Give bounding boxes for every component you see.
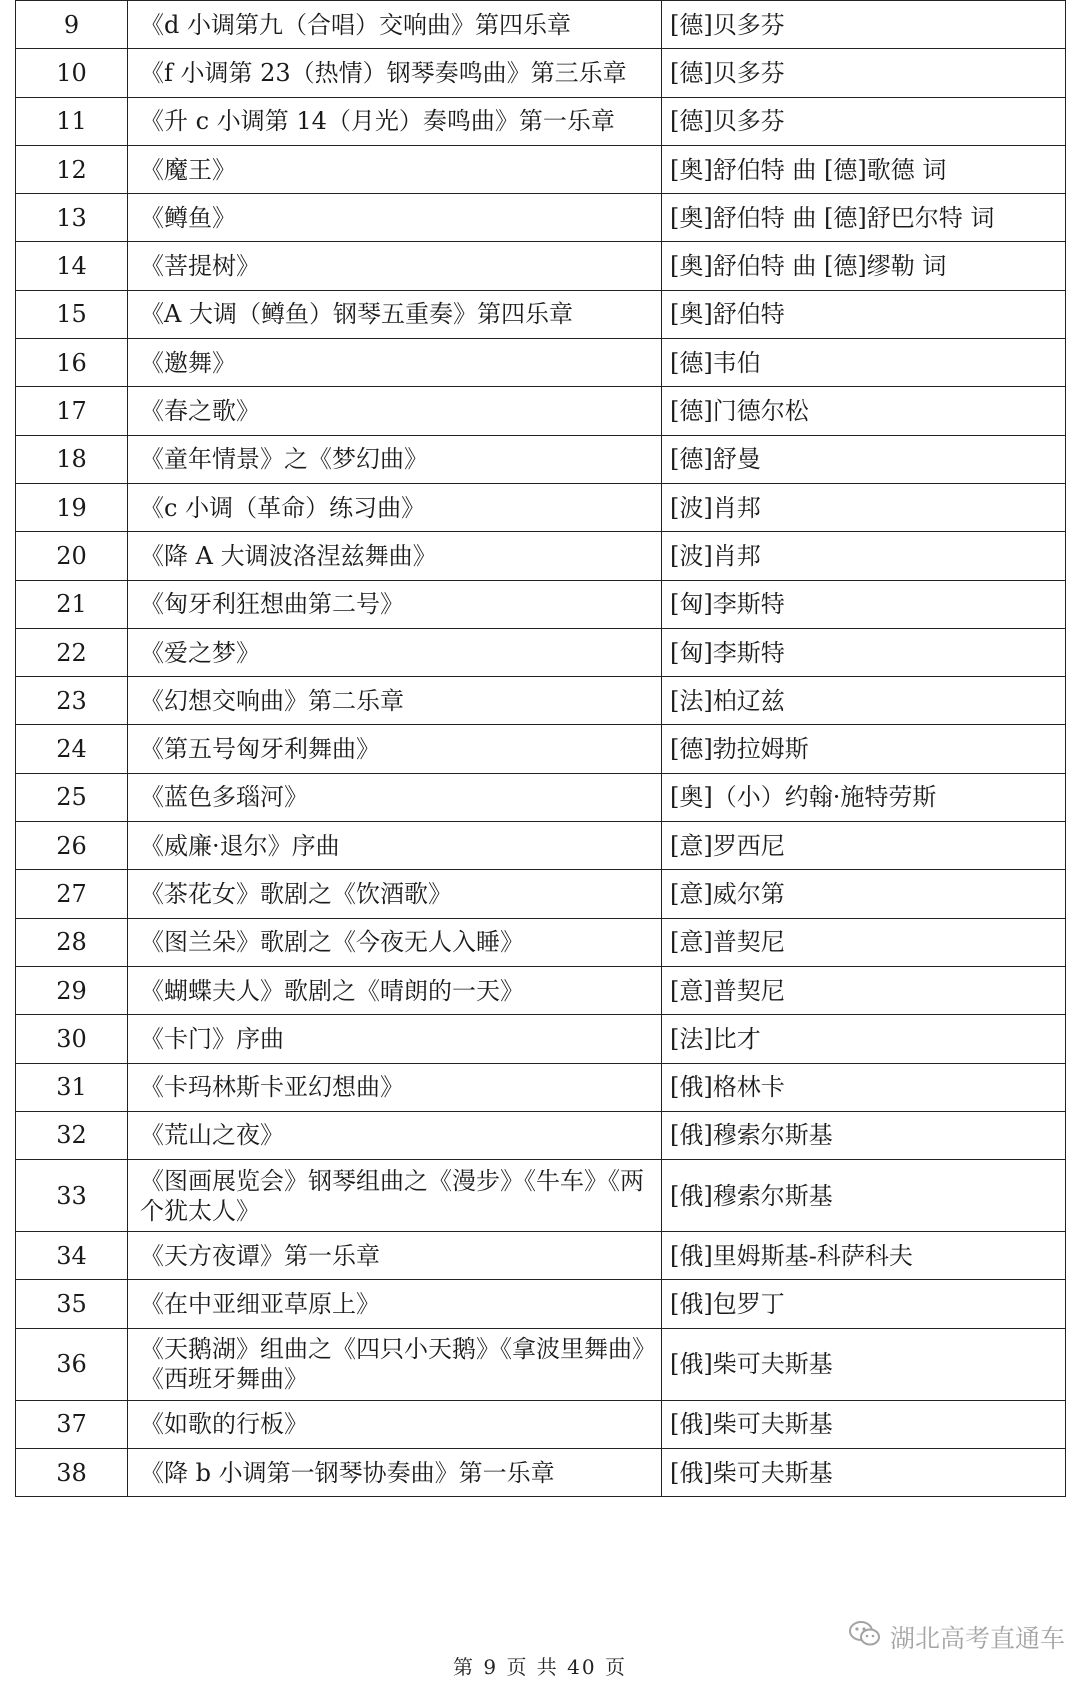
row-number: 36	[16, 1328, 128, 1400]
table-row	[16, 822, 1066, 870]
row-number: 31	[16, 1063, 128, 1111]
work-title: 《降 A 大调波洛涅兹舞曲》	[128, 532, 662, 580]
watermark-text: 湖北高考直通车	[890, 1624, 1066, 1653]
composer-name: [俄]里姆斯基-科萨科夫	[662, 1232, 1066, 1280]
row-number: 26	[16, 822, 128, 870]
composer-name: [意]罗西尼	[662, 822, 1066, 870]
table-row	[16, 1063, 1066, 1111]
row-number: 34	[16, 1232, 128, 1280]
work-title: 《卡玛林斯卡亚幻想曲》	[128, 1063, 662, 1111]
composer-name: [德]贝多芬	[662, 97, 1066, 145]
table-row	[16, 145, 1066, 193]
work-title: 《天方夜谭》第一乐章	[128, 1232, 662, 1280]
work-title: 《d 小调第九（合唱）交响曲》第四乐章	[128, 1, 662, 49]
row-number: 18	[16, 435, 128, 483]
composer-name: [波]肖邦	[662, 532, 1066, 580]
row-number: 27	[16, 870, 128, 918]
work-title: 《魔王》	[128, 145, 662, 193]
row-number: 19	[16, 483, 128, 531]
table-row	[16, 483, 1066, 531]
table-row	[16, 1111, 1066, 1159]
composer-name: [法]柏辽兹	[662, 677, 1066, 725]
table-row	[16, 1449, 1066, 1497]
table-row	[16, 435, 1066, 483]
table-row	[16, 677, 1066, 725]
work-title: 《如歌的行板》	[128, 1400, 662, 1448]
table-row	[16, 49, 1066, 97]
watermark	[848, 1619, 1065, 1655]
work-title: 《图兰朵》歌剧之《今夜无人入睡》	[128, 918, 662, 966]
composer-name: [德]韦伯	[662, 339, 1066, 387]
work-title: 《邀舞》	[128, 339, 662, 387]
composer-name: [奥]舒伯特	[662, 290, 1066, 338]
composer-name: [德]勃拉姆斯	[662, 725, 1066, 773]
work-title: 《c 小调（革命）练习曲》	[128, 483, 662, 531]
composer-name: [匈]李斯特	[662, 628, 1066, 676]
row-number: 17	[16, 387, 128, 435]
composer-name: [德]贝多芬	[662, 1, 1066, 49]
row-number: 14	[16, 242, 128, 290]
row-number: 10	[16, 49, 128, 97]
row-number: 25	[16, 773, 128, 821]
row-number: 30	[16, 1015, 128, 1063]
row-number: 16	[16, 339, 128, 387]
row-number: 22	[16, 628, 128, 676]
work-title: 《茶花女》歌剧之《饮酒歌》	[128, 870, 662, 918]
row-number: 15	[16, 290, 128, 338]
row-number: 38	[16, 1449, 128, 1497]
table-row	[16, 918, 1066, 966]
work-title: 《蓝色多瑙河》	[128, 773, 662, 821]
composer-name: [波]肖邦	[662, 483, 1066, 531]
wechat-icon	[848, 1619, 882, 1655]
table-row	[16, 1160, 1066, 1232]
table-row	[16, 97, 1066, 145]
composer-name: [匈]李斯特	[662, 580, 1066, 628]
table-row	[16, 1400, 1066, 1448]
row-number: 11	[16, 97, 128, 145]
composer-name: [俄]柴可夫斯基	[662, 1400, 1066, 1448]
table-row	[16, 387, 1066, 435]
composer-name: [俄]穆索尔斯基	[662, 1111, 1066, 1159]
work-title: 《春之歌》	[128, 387, 662, 435]
composer-name: [俄]穆索尔斯基	[662, 1160, 1066, 1232]
table-row	[16, 242, 1066, 290]
repertoire-table	[15, 0, 1066, 1497]
page-footer: 第 9 页 共 40 页	[453, 1655, 627, 1679]
table-row	[16, 628, 1066, 676]
composer-name: [意]普契尼	[662, 918, 1066, 966]
row-number: 12	[16, 145, 128, 193]
work-title: 《f 小调第 23（热情）钢琴奏鸣曲》第三乐章	[128, 49, 662, 97]
composer-name: [俄]柴可夫斯基	[662, 1449, 1066, 1497]
table-row	[16, 966, 1066, 1014]
work-title: 《童年情景》之《梦幻曲》	[128, 435, 662, 483]
row-number: 29	[16, 966, 128, 1014]
table-row	[16, 870, 1066, 918]
composer-name: [奥]（小）约翰·施特劳斯	[662, 773, 1066, 821]
table-row	[16, 580, 1066, 628]
composer-name: [德]门德尔松	[662, 387, 1066, 435]
row-number: 9	[16, 1, 128, 49]
row-number: 13	[16, 194, 128, 242]
table-row	[16, 1328, 1066, 1400]
composer-name: [意]普契尼	[662, 966, 1066, 1014]
work-title: 《幻想交响曲》第二乐章	[128, 677, 662, 725]
table-row	[16, 532, 1066, 580]
row-number: 32	[16, 1111, 128, 1159]
composer-name: [法]比才	[662, 1015, 1066, 1063]
work-title: 《鳟鱼》	[128, 194, 662, 242]
work-title: 《天鹅湖》组曲之《四只小天鹅》《拿波里舞曲》《西班牙舞曲》	[128, 1328, 662, 1400]
work-title: 《降 b 小调第一钢琴协奏曲》第一乐章	[128, 1449, 662, 1497]
work-title: 《卡门》序曲	[128, 1015, 662, 1063]
work-title: 《荒山之夜》	[128, 1111, 662, 1159]
table-row	[16, 1015, 1066, 1063]
table-body	[16, 1, 1066, 1497]
row-number: 35	[16, 1280, 128, 1328]
work-title: 《图画展览会》钢琴组曲之《漫步》《牛车》《两个犹太人》	[128, 1160, 662, 1232]
row-number: 37	[16, 1400, 128, 1448]
row-number: 23	[16, 677, 128, 725]
work-title: 《威廉·退尔》序曲	[128, 822, 662, 870]
composer-name: [奥]舒伯特 曲 [德]舒巴尔特 词	[662, 194, 1066, 242]
composer-name: [意]威尔第	[662, 870, 1066, 918]
row-number: 24	[16, 725, 128, 773]
table-row	[16, 194, 1066, 242]
composer-name: [奥]舒伯特 曲 [德]歌德 词	[662, 145, 1066, 193]
work-title: 《菩提树》	[128, 242, 662, 290]
table-row	[16, 1280, 1066, 1328]
work-title: 《匈牙利狂想曲第二号》	[128, 580, 662, 628]
work-title: 《蝴蝶夫人》歌剧之《晴朗的一天》	[128, 966, 662, 1014]
row-number: 20	[16, 532, 128, 580]
composer-name: [奥]舒伯特 曲 [德]缪勒 词	[662, 242, 1066, 290]
work-title: 《升 c 小调第 14（月光）奏鸣曲》第一乐章	[128, 97, 662, 145]
table-row	[16, 339, 1066, 387]
work-title: 《在中亚细亚草原上》	[128, 1280, 662, 1328]
row-number: 21	[16, 580, 128, 628]
composer-name: [俄]柴可夫斯基	[662, 1328, 1066, 1400]
table-row	[16, 1232, 1066, 1280]
composer-name: [德]舒曼	[662, 435, 1066, 483]
work-title: 《第五号匈牙利舞曲》	[128, 725, 662, 773]
row-number: 28	[16, 918, 128, 966]
composer-name: [俄]包罗丁	[662, 1280, 1066, 1328]
table-row	[16, 1, 1066, 49]
work-title: 《爱之梦》	[128, 628, 662, 676]
row-number: 33	[16, 1160, 128, 1232]
composer-name: [德]贝多芬	[662, 49, 1066, 97]
work-title: 《A 大调（鳟鱼）钢琴五重奏》第四乐章	[128, 290, 662, 338]
table-row	[16, 725, 1066, 773]
table-row	[16, 290, 1066, 338]
table-row	[16, 773, 1066, 821]
composer-name: [俄]格林卡	[662, 1063, 1066, 1111]
